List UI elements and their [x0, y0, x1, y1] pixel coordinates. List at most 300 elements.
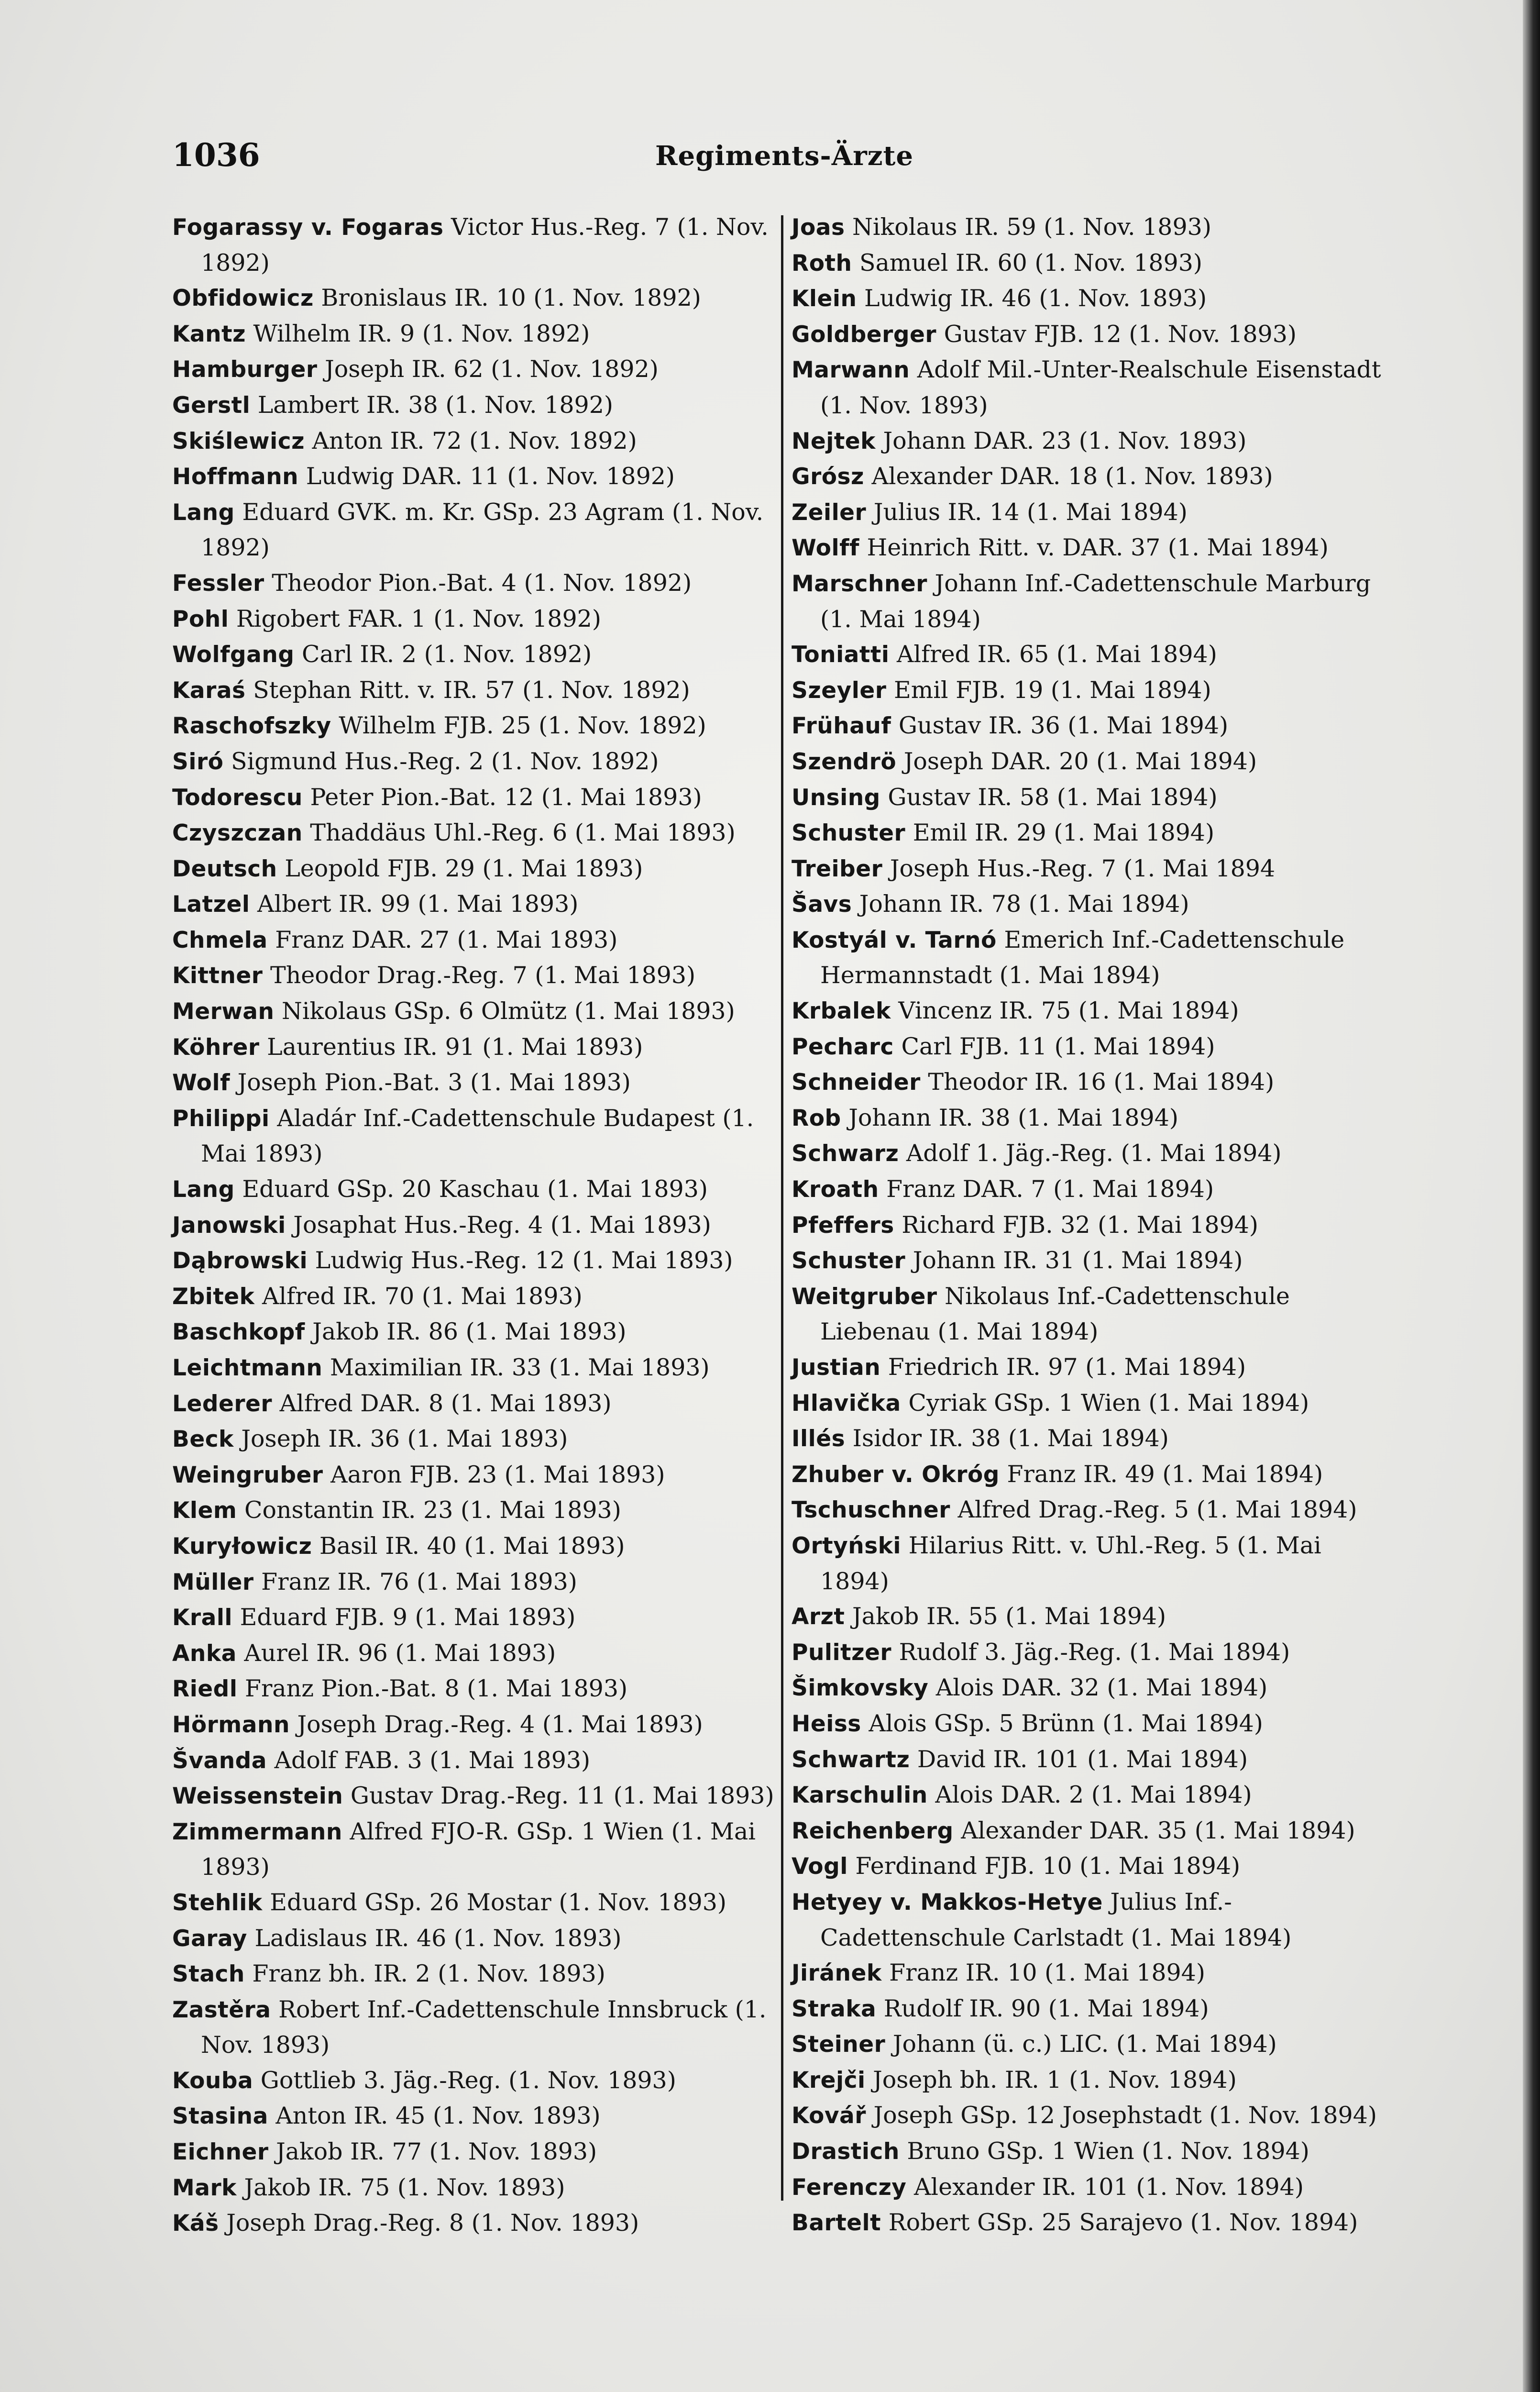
- entry-surname: Köhrer: [172, 1034, 260, 1061]
- register-entry: [792, 1528, 1397, 1599]
- register-entry: [172, 495, 777, 565]
- register-entry: [792, 1991, 1397, 2027]
- register-entry: [172, 1814, 777, 1885]
- entry-details: Franz IR. 49 (1. Mai 1894): [999, 1460, 1323, 1488]
- register-entry: [172, 565, 777, 601]
- entry-details: Nikolaus GSp. 6 Olmütz (1. Mai 1893): [274, 997, 735, 1025]
- entry-surname: Ortyński: [792, 1532, 902, 1559]
- register-entry: [792, 1599, 1397, 1635]
- entry-details: Emil FJB. 19 (1. Mai 1894): [886, 676, 1211, 704]
- entry-details: Eduard GSp. 20 Kaschau (1. Mai 1893): [234, 1175, 708, 1203]
- register-entry: [172, 1065, 777, 1101]
- entry-surname: Zeiler: [792, 499, 867, 526]
- entry-details: Cyriak GSp. 1 Wien (1. Mai 1894): [901, 1389, 1309, 1417]
- register-entry: [172, 1386, 777, 1422]
- entry-details: Samuel IR. 60 (1. Nov. 1893): [852, 249, 1203, 277]
- entry-surname: Wolf: [172, 1070, 231, 1096]
- register-entry: [172, 1707, 777, 1743]
- register-entry: [792, 495, 1397, 531]
- register-entry: [172, 1457, 777, 1493]
- entry-surname: Dąbrowski: [172, 1248, 308, 1274]
- entry-surname: Hörmann: [172, 1711, 290, 1738]
- entry-surname: Wolff: [792, 535, 859, 562]
- entry-surname: Schwartz: [792, 1746, 910, 1773]
- entry-details: Alexander DAR. 18 (1. Nov. 1893): [864, 463, 1273, 490]
- entry-details: Ferdinand FJB. 10 (1. Mai 1894): [847, 1852, 1241, 1880]
- entry-surname: Zhuber v. Okróg: [792, 1461, 1000, 1488]
- entry-details: Albert IR. 99 (1. Mai 1893): [250, 890, 579, 918]
- entry-details: Alexander IR. 101 (1. Nov. 1894): [906, 2173, 1304, 2201]
- entry-surname: Schneider: [792, 1069, 921, 1096]
- register-entry: [172, 886, 777, 922]
- register-entry: [172, 1243, 777, 1279]
- entry-surname: Švanda: [172, 1747, 267, 1774]
- entry-surname: Baschkopf: [172, 1319, 305, 1346]
- entry-surname: Obfidowicz: [172, 285, 314, 312]
- register-entry: [172, 1528, 777, 1564]
- register-entry: [172, 780, 777, 816]
- register-entry: [172, 1172, 777, 1207]
- running-title: Regiments-Ärzte: [655, 140, 914, 172]
- entry-surname: Leichtmann: [172, 1355, 323, 1381]
- entry-surname: Hamburger: [172, 356, 318, 383]
- entry-details: Franz IR. 76 (1. Mai 1893): [253, 1568, 577, 1595]
- register-entry: [172, 1030, 777, 1065]
- entry-details: Wilhelm IR. 9 (1. Nov. 1892): [245, 320, 590, 347]
- entry-details: Alois GSp. 5 Brünn (1. Mai 1894): [861, 1709, 1263, 1737]
- entry-surname: Bartelt: [792, 2210, 881, 2237]
- entry-details: Thaddäus Uhl.-Reg. 6 (1. Mai 1893): [302, 819, 736, 847]
- register-entry: [792, 815, 1397, 851]
- register-entry: [792, 780, 1397, 816]
- entry-surname: Kuryłowicz: [172, 1533, 312, 1560]
- entry-details: Alfred FJO-R. GSp. 1 Wien (1. Mai 1893): [201, 1817, 756, 1881]
- entry-surname: Pecharc: [792, 1033, 894, 1060]
- register-entry: [172, 352, 777, 388]
- entry-details: Bruno GSp. 1 Wien (1. Nov. 1894): [899, 2137, 1309, 2165]
- register-entry: [172, 994, 777, 1030]
- entry-details: Robert Inf.-Cadettenschule Innsbruck (1. Nov. 1893): [201, 1995, 767, 2059]
- entry-surname: Garay: [172, 1925, 247, 1952]
- entry-surname: Klem: [172, 1497, 237, 1524]
- entry-details: Aurel IR. 96 (1. Mai 1893): [236, 1639, 556, 1667]
- entry-details: Theodor Drag.-Reg. 7 (1. Mai 1893): [263, 962, 696, 989]
- entry-details: Franz DAR. 27 (1. Mai 1893): [267, 926, 618, 953]
- register-entry: [792, 210, 1397, 245]
- entry-details: Adolf FAB. 3 (1. Mai 1893): [267, 1746, 591, 1774]
- entry-details: Adolf Mil.-Unter-Realschule Eisenstadt (1. Nov. 1893): [820, 356, 1381, 419]
- register-entry: [172, 1207, 777, 1243]
- entry-surname: Šimkovsky: [792, 1675, 929, 1702]
- register-entry: [792, 281, 1397, 317]
- entry-surname: Vogl: [792, 1853, 848, 1880]
- entry-details: Stephan Ritt. v. IR. 57 (1. Nov. 1892): [245, 676, 690, 704]
- entry-details: Hilarius Ritt. v. Uhl.-Reg. 5 (1. Mai 1894): [820, 1531, 1321, 1595]
- entry-surname: Szeyler: [792, 677, 887, 704]
- register-entry: [792, 1243, 1397, 1279]
- page-edge-shadow: [1523, 0, 1540, 2392]
- register-entry: [172, 1921, 777, 1957]
- entry-surname: Nejtek: [792, 428, 876, 454]
- entry-surname: Anka: [172, 1640, 237, 1667]
- entry-surname: Stasina: [172, 2103, 268, 2130]
- entry-surname: Krall: [172, 1605, 233, 1631]
- entry-details: Alois DAR. 32 (1. Mai 1894): [928, 1674, 1268, 1702]
- entry-surname: Drastich: [792, 2138, 900, 2165]
- entry-details: Alexander DAR. 35 (1. Mai 1894): [953, 1816, 1355, 1844]
- entry-surname: Steiner: [792, 2031, 886, 2058]
- entry-surname: Pulitzer: [792, 1639, 892, 1666]
- register-entry: [172, 388, 777, 423]
- entry-details: Adolf 1. Jäg.-Reg. (1. Mai 1894): [899, 1140, 1282, 1167]
- entry-details: Joseph Drag.-Reg. 4 (1. Mai 1893): [289, 1710, 703, 1738]
- register-entry: [792, 637, 1397, 673]
- entry-details: Johann DAR. 23 (1. Nov. 1893): [875, 427, 1247, 454]
- entry-surname: Czyszczan: [172, 820, 303, 847]
- entry-details: Joseph GSp. 12 Josephstadt (1. Nov. 1894): [866, 2102, 1377, 2129]
- entry-details: Julius IR. 14 (1. Mai 1894): [866, 498, 1188, 526]
- register-entry: [792, 1385, 1397, 1421]
- entry-surname: Lang: [172, 499, 235, 526]
- entry-surname: Toniatti: [792, 642, 890, 668]
- register-entry: [792, 423, 1397, 459]
- entry-details: Anton IR. 45 (1. Nov. 1893): [268, 2102, 601, 2130]
- register-entry: [792, 352, 1397, 423]
- register-entry: [792, 886, 1397, 922]
- register-entry: [792, 1457, 1397, 1493]
- register-entry: [172, 459, 777, 495]
- entry-details: Carl FJB. 11 (1. Mai 1894): [893, 1032, 1215, 1060]
- register-entry: [792, 922, 1397, 993]
- register-entry: [172, 637, 777, 673]
- entry-details: Nikolaus Inf.-Cadettenschule Liebenau (1. Mai 1894): [820, 1282, 1290, 1346]
- entry-surname: Stach: [172, 1961, 245, 1988]
- entry-surname: Jiránek: [792, 1960, 882, 1987]
- entry-surname: Merwan: [172, 998, 275, 1025]
- entry-details: Rudolf 3. Jäg.-Reg. (1. Mai 1894): [891, 1638, 1290, 1666]
- register-entry: [792, 708, 1397, 744]
- entry-surname: Siró: [172, 748, 224, 775]
- entry-details: Basil IR. 40 (1. Mai 1893): [312, 1532, 625, 1560]
- entry-surname: Eichner: [172, 2139, 269, 2166]
- entry-details: Joseph DAR. 20 (1. Mai 1894): [896, 747, 1257, 775]
- entry-details: Alfred Drag.-Reg. 5 (1. Mai 1894): [950, 1496, 1357, 1524]
- entry-surname: Lederer: [172, 1390, 273, 1417]
- entry-details: Jakob IR. 55 (1. Mai 1894): [845, 1603, 1166, 1630]
- entry-surname: Skiślewicz: [172, 428, 305, 454]
- entry-details: Gustav Drag.-Reg. 11 (1. Mai 1893): [343, 1782, 774, 1810]
- register-entry: [792, 1955, 1397, 1991]
- register-entry: [172, 708, 777, 744]
- entry-surname: Weitgruber: [792, 1283, 937, 1310]
- entry-surname: Gerstl: [172, 392, 251, 419]
- entry-surname: Klein: [792, 286, 857, 312]
- register-entry: [792, 2062, 1397, 2098]
- entry-surname: Beck: [172, 1426, 234, 1453]
- left-column: [172, 210, 777, 2241]
- entry-details: Gottlieb 3. Jäg.-Reg. (1. Nov. 1893): [253, 2066, 676, 2094]
- entry-details: Aaron FJB. 23 (1. Mai 1893): [323, 1461, 665, 1488]
- entry-details: Johann (ü. c.) LIC. (1. Mai 1894): [885, 2030, 1277, 2058]
- entry-details: Victor Hus.-Reg. 7 (1. Nov. 1892): [201, 213, 769, 277]
- entry-surname: Philippi: [172, 1105, 270, 1132]
- entry-details: Jakob IR. 86 (1. Mai 1893): [305, 1318, 627, 1346]
- register-entry: [792, 673, 1397, 709]
- entry-details: Emil IR. 29 (1. Mai 1894): [905, 819, 1215, 847]
- entry-details: Joseph IR. 36 (1. Mai 1893): [233, 1425, 568, 1453]
- entry-details: Vincenz IR. 75 (1. Mai 1894): [891, 997, 1239, 1025]
- entry-surname: Todorescu: [172, 784, 303, 811]
- entry-details: Anton IR. 72 (1. Nov. 1892): [304, 427, 637, 454]
- entry-surname: Lang: [172, 1176, 235, 1203]
- register-entry: [792, 851, 1397, 887]
- entry-details: Alfred IR. 70 (1. Mai 1893): [254, 1282, 583, 1310]
- register-entry: [792, 1136, 1397, 1172]
- entry-details: Johann IR. 38 (1. Mai 1894): [841, 1104, 1179, 1131]
- register-entry: [172, 1493, 777, 1528]
- register-entry: [172, 2063, 777, 2099]
- entry-details: Ladislaus IR. 46 (1. Nov. 1893): [247, 1924, 622, 1952]
- entry-surname: Illés: [792, 1426, 846, 1452]
- entry-surname: Chmela: [172, 927, 268, 953]
- entry-details: Bronislaus IR. 10 (1. Nov. 1892): [313, 284, 701, 312]
- register-entry: [172, 1992, 777, 2063]
- register-entry: [792, 1029, 1397, 1065]
- register-entry: [792, 1777, 1397, 1813]
- entry-details: Sigmund Hus.-Reg. 2 (1. Nov. 1892): [223, 747, 659, 775]
- entry-surname: Ferenczy: [792, 2174, 907, 2201]
- entry-surname: Rob: [792, 1105, 841, 1131]
- register-entry: [172, 1636, 777, 1672]
- entry-details: Johann IR. 31 (1. Mai 1894): [905, 1247, 1243, 1274]
- entry-details: Julius Inf.-Cadettenschule Carlstadt (1. Mai 1894): [820, 1888, 1292, 1951]
- entry-details: Heinrich Ritt. v. DAR. 37 (1. Mai 1894): [859, 534, 1329, 562]
- entry-surname: Riedl: [172, 1676, 238, 1703]
- register-entry: [792, 744, 1397, 780]
- entry-surname: Kroath: [792, 1176, 879, 1203]
- entry-surname: Latzel: [172, 891, 250, 918]
- entry-surname: Šavs: [792, 891, 852, 918]
- entry-details: Ludwig DAR. 11 (1. Nov. 1892): [298, 463, 675, 490]
- entry-details: Gustav IR. 36 (1. Mai 1894): [891, 712, 1229, 740]
- column-divider: [781, 215, 783, 2201]
- entry-surname: Schuster: [792, 1248, 906, 1274]
- entry-details: Rigobert FAR. 1 (1. Nov. 1892): [229, 605, 601, 632]
- register-entry: [792, 530, 1397, 566]
- entry-surname: Hlavička: [792, 1390, 901, 1417]
- entry-details: Peter Pion.-Bat. 12 (1. Mai 1893): [302, 783, 702, 811]
- entry-surname: Grósz: [792, 464, 864, 490]
- entry-surname: Stehlik: [172, 1889, 263, 1916]
- entry-surname: Wolfgang: [172, 642, 295, 668]
- entry-details: Friedrich IR. 97 (1. Mai 1894): [880, 1353, 1246, 1381]
- register-entry: [792, 2134, 1397, 2170]
- entry-surname: Unsing: [792, 784, 880, 811]
- register-entry: [172, 851, 777, 887]
- entry-surname: Weissenstein: [172, 1783, 343, 1810]
- entry-surname: Fogarassy v. Fogaras: [172, 214, 444, 241]
- entry-surname: Müller: [172, 1569, 254, 1595]
- entry-details: Joseph Drag.-Reg. 8 (1. Nov. 1893): [219, 2209, 639, 2237]
- register-entry: [792, 1421, 1397, 1457]
- register-entry: [792, 459, 1397, 495]
- entry-surname: Heiss: [792, 1710, 861, 1737]
- entry-details: Wilhelm FJB. 25 (1. Nov. 1892): [331, 712, 706, 740]
- page-header: [172, 136, 1397, 189]
- entry-surname: Kantz: [172, 321, 246, 347]
- register-entry: [792, 1207, 1397, 1243]
- entry-details: Aladár Inf.-Cadettenschule Budapest (1. Mai 1893): [201, 1104, 754, 1168]
- entry-details: Josaphat Hus.-Reg. 4 (1. Mai 1893): [286, 1211, 711, 1239]
- entry-details: Lambert IR. 38 (1. Nov. 1892): [250, 391, 614, 419]
- register-entry: [792, 1670, 1397, 1706]
- entry-details: Emerich Inf.-Cadettenschule Hermannstadt (1. Mai 1894): [820, 926, 1345, 989]
- entry-details: Joseph bh. IR. 1 (1. Nov. 1894): [865, 2066, 1237, 2093]
- entry-surname: Straka: [792, 1995, 877, 2022]
- register-entry: [792, 566, 1397, 637]
- entry-surname: Kittner: [172, 963, 263, 989]
- register-entry: [792, 2098, 1397, 2134]
- entry-surname: Hetyey v. Makkos-Hetye: [792, 1889, 1103, 1916]
- entry-surname: Tschuschner: [792, 1497, 950, 1524]
- page-number: 1036: [172, 136, 260, 174]
- entry-details: Alfred IR. 65 (1. Mai 1894): [889, 641, 1217, 668]
- entry-surname: Weingruber: [172, 1462, 323, 1488]
- entry-surname: Pfeffers: [792, 1212, 894, 1239]
- entry-details: Eduard FJB. 9 (1. Mai 1893): [232, 1604, 576, 1631]
- entry-surname: Justian: [792, 1354, 881, 1381]
- entry-details: Joseph Hus.-Reg. 7 (1. Mai 1894: [882, 854, 1276, 882]
- entry-surname: Krejči: [792, 2067, 866, 2093]
- entry-surname: Marschner: [792, 570, 927, 597]
- entry-surname: Hoffmann: [172, 464, 299, 490]
- register-entry: [792, 1884, 1397, 1955]
- register-entry: [792, 245, 1397, 281]
- register-entry: [172, 1279, 777, 1315]
- entry-details: Nikolaus IR. 59 (1. Nov. 1893): [845, 213, 1211, 241]
- register-entry: [792, 1350, 1397, 1385]
- right-column: [792, 210, 1397, 2241]
- entry-surname: Kouba: [172, 2067, 253, 2094]
- entry-details: Maximilian IR. 33 (1. Mai 1893): [322, 1354, 710, 1381]
- entry-details: Ludwig IR. 46 (1. Nov. 1893): [857, 285, 1207, 312]
- entry-surname: Goldberger: [792, 321, 937, 348]
- entry-details: Richard FJB. 32 (1. Mai 1894): [894, 1211, 1259, 1239]
- entry-details: Franz IR. 10 (1. Mai 1894): [881, 1959, 1205, 1987]
- entry-surname: Zastěra: [172, 1996, 271, 2023]
- entry-surname: Frühauf: [792, 713, 891, 740]
- register-entry: [172, 815, 777, 851]
- register-entry: [172, 1671, 777, 1707]
- entry-surname: Zimmermann: [172, 1818, 342, 1845]
- entry-details: Franz bh. IR. 2 (1. Nov. 1893): [244, 1960, 605, 1988]
- register-entry: [172, 1600, 777, 1636]
- entry-details: Laurentius IR. 91 (1. Mai 1893): [259, 1033, 643, 1061]
- register-entry: [792, 1064, 1397, 1100]
- register-entry: [172, 1743, 777, 1779]
- entry-surname: Zbitek: [172, 1283, 255, 1310]
- register-entry: [172, 2134, 777, 2170]
- entry-details: Alois DAR. 2 (1. Mai 1894): [927, 1781, 1252, 1809]
- entry-surname: Karschulin: [792, 1782, 928, 1809]
- register-entry: [792, 2205, 1397, 2241]
- register-entry: [792, 2027, 1397, 2062]
- register-entry: [792, 993, 1397, 1029]
- register-entry: [172, 423, 777, 459]
- entry-details: Joseph IR. 62 (1. Nov. 1892): [317, 355, 659, 383]
- entry-details: Eduard GSp. 26 Mostar (1. Nov. 1893): [262, 1888, 727, 1916]
- entry-surname: Marwann: [792, 357, 910, 384]
- entry-surname: Kostyál v. Tarnó: [792, 927, 997, 953]
- register-entry: [172, 280, 777, 316]
- entry-details: Constantin IR. 23 (1. Mai 1893): [237, 1496, 621, 1524]
- register-entry: [172, 922, 777, 958]
- entry-surname: Mark: [172, 2174, 237, 2201]
- register-entry: [792, 1492, 1397, 1528]
- entry-surname: Arzt: [792, 1604, 845, 1630]
- register-entry: [172, 2098, 777, 2134]
- entry-surname: Szendrö: [792, 748, 897, 775]
- register-entry: [792, 1849, 1397, 1884]
- entry-surname: Joas: [792, 214, 845, 241]
- register-entry: [172, 1101, 777, 1172]
- entry-surname: Janowski: [172, 1212, 286, 1239]
- register-entry: [172, 2170, 777, 2206]
- entry-details: Eduard GVK. m. Kr. GSp. 23 Agram (1. Nov. 1892): [201, 498, 764, 562]
- register-entry: [172, 1421, 777, 1457]
- entry-surname: Deutsch: [172, 855, 277, 882]
- register-entry: [792, 1100, 1397, 1136]
- entry-surname: Káš: [172, 2210, 219, 2237]
- entry-details: Ludwig Hus.-Reg. 12 (1. Mai 1893): [308, 1247, 733, 1274]
- entry-details: Leopold FJB. 29 (1. Mai 1893): [277, 854, 643, 882]
- register-entry: [172, 673, 777, 709]
- entry-details: Carl IR. 2 (1. Nov. 1892): [294, 641, 592, 668]
- register-entry: [172, 1564, 777, 1600]
- entry-surname: Roth: [792, 250, 852, 277]
- entry-surname: Schuster: [792, 820, 906, 847]
- entry-details: Joseph Pion.-Bat. 3 (1. Mai 1893): [230, 1069, 631, 1096]
- register-entry: [792, 1742, 1397, 1778]
- entry-details: Robert GSp. 25 Sarajevo (1. Nov. 1894): [881, 2209, 1358, 2237]
- entry-details: Jakob IR. 75 (1. Nov. 1893): [236, 2173, 565, 2201]
- register-entry: [172, 1956, 777, 1992]
- entry-surname: Schwarz: [792, 1141, 899, 1167]
- entry-details: David IR. 101 (1. Mai 1894): [910, 1745, 1248, 1773]
- entry-details: Theodor IR. 16 (1. Mai 1894): [920, 1068, 1275, 1096]
- entry-details: Rudolf IR. 90 (1. Mai 1894): [876, 1994, 1209, 2022]
- entry-surname: Krbalek: [792, 998, 891, 1025]
- entry-details: Jakob IR. 77 (1. Nov. 1893): [268, 2138, 597, 2166]
- entry-details: Isidor IR. 38 (1. Mai 1894): [845, 1425, 1169, 1452]
- entry-surname: Treiber: [792, 855, 883, 882]
- entry-details: Franz Pion.-Bat. 8 (1. Mai 1893): [237, 1675, 628, 1703]
- register-entry: [172, 316, 777, 352]
- entry-surname: Reichenberg: [792, 1817, 954, 1844]
- entry-surname: Raschofszky: [172, 713, 331, 740]
- entry-details: Franz DAR. 7 (1. Mai 1894): [879, 1175, 1214, 1203]
- entry-surname: Pohl: [172, 606, 229, 632]
- entry-details: Theodor Pion.-Bat. 4 (1. Nov. 1892): [264, 569, 692, 597]
- register-entry: [792, 1279, 1397, 1350]
- register-entry: [172, 1314, 777, 1350]
- register-entry: [792, 1635, 1397, 1671]
- register-entry: [172, 744, 777, 780]
- register-entry: [792, 317, 1397, 353]
- register-entry: [172, 210, 777, 280]
- register-entry: [172, 1778, 777, 1814]
- register-entry: [172, 958, 777, 994]
